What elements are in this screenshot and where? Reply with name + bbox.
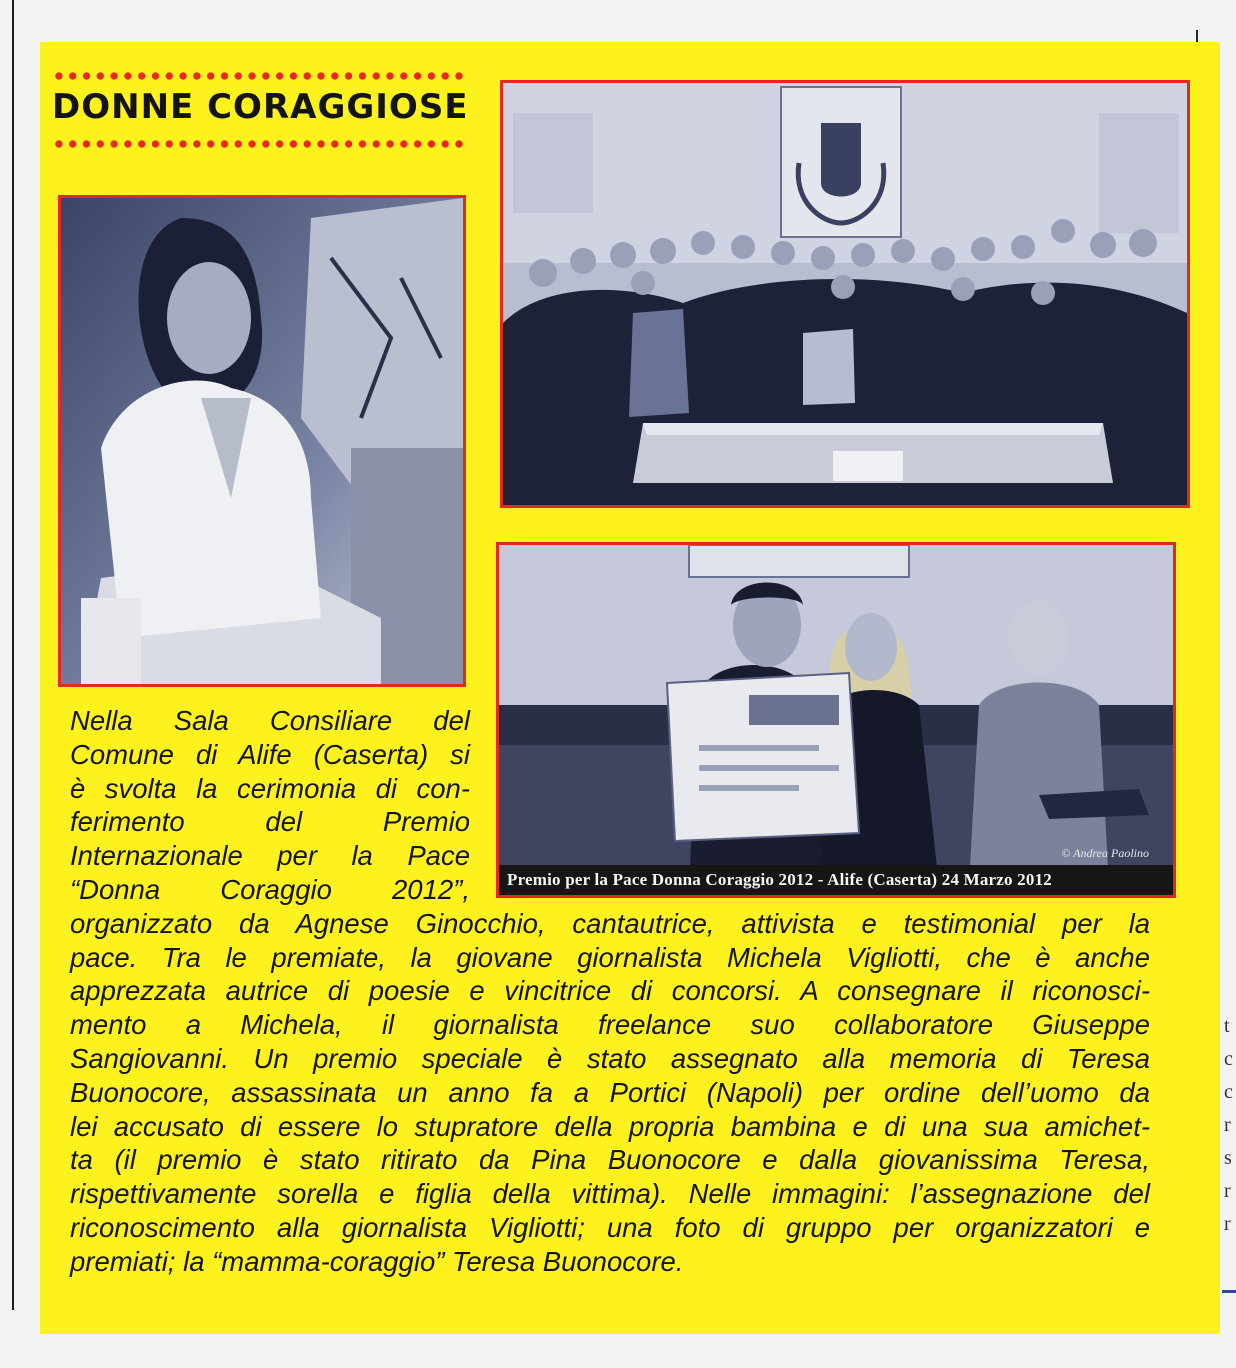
fragment-letter: s [1224, 1147, 1232, 1169]
article-line: ta (il premio è stato ritirato da Pina Buonocore e dalla giovanissima Teresa, [70, 1144, 1150, 1176]
article-line: mento a Michela, il giornalista freelance suo collaboratore Giuseppe [70, 1009, 1150, 1041]
group-photo [500, 80, 1190, 508]
article-line: Buonocore, assassinata un anno fa a Portici (Napoli) per ordine dell’uomo da [70, 1076, 1150, 1108]
fragment-letter: r [1224, 1213, 1231, 1235]
article-line: rispettivamente sorella e figlia della vittima). Nelle immagini: l’assegnazione del [70, 1178, 1150, 1210]
fragment-letter: c [1224, 1081, 1233, 1103]
article-line: Internazionale per la Pace [70, 840, 470, 872]
fragment-letter: c [1224, 1048, 1233, 1070]
photo-credit: © Andrea Paolino [1061, 846, 1149, 860]
page-left-rule [12, 0, 14, 1310]
article-line: Nella Sala Consiliare del [70, 705, 470, 736]
photo-caption: Premio per la Pace Donna Coraggio 2012 - Alife (Caserta) 24 Marzo 2012 [499, 865, 1173, 895]
article-line: ferimento del Premio [70, 806, 470, 838]
group-photo-image [503, 83, 1187, 505]
portrait-photo [58, 195, 466, 687]
heading-dots-top [52, 72, 468, 80]
article-line: apprezzata autrice di poesie e vincitrice di concorsi. A consegnare il riconosci- [70, 975, 1150, 1007]
fragment-letter: r [1224, 1114, 1231, 1136]
article-line: pace. Tra le premiate, la giovane giornalista Michela Vigliotti, che è anche [70, 941, 1150, 973]
fragment-letter: t [1224, 1015, 1230, 1037]
fragment-letter: r [1224, 1180, 1231, 1202]
article-line: Comune di Alife (Caserta) si [70, 738, 470, 770]
article-body [70, 704, 1150, 1279]
portrait-photo-image [61, 198, 463, 684]
right-column-rule [1222, 1290, 1236, 1293]
article-line: lei accusato di essere lo stupratore della propria bambina e di una sua amichet- [70, 1110, 1150, 1142]
article-line: è svolta la cerimonia di con- [70, 772, 470, 804]
article-line: organizzato da Agnese Ginocchio, cantautrice, attivista e testimonial per la [70, 907, 1150, 939]
article-line: Sangiovanni. Un premio speciale è stato assegnato alla memoria di Teresa [70, 1042, 1150, 1074]
right-column-fragment [1224, 1010, 1236, 1241]
heading-dots-bottom [52, 140, 468, 148]
article-heading: DONNE CORAGGIOSE [52, 87, 469, 127]
article-line: premiati; la “mamma-coraggio” Teresa Buonocore. [70, 1245, 684, 1277]
article-line: “Donna Coraggio 2012”, [70, 873, 470, 905]
article-line: riconoscimento alla giornalista Vigliotti; una foto di gruppo per organizzatori e [70, 1211, 1150, 1243]
